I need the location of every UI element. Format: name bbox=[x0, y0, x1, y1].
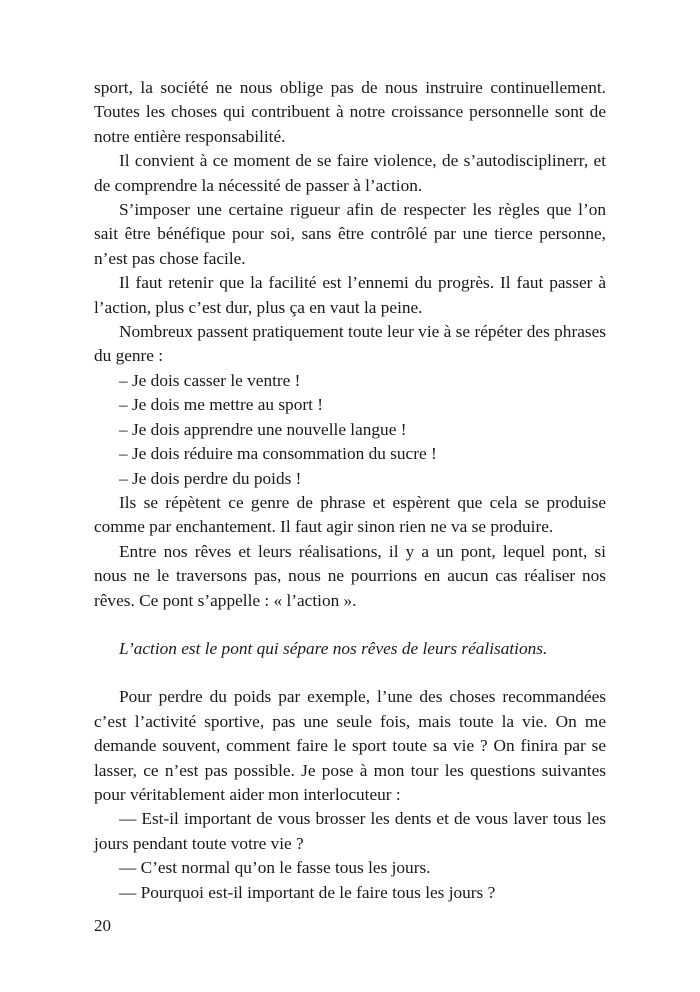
page-text-block bbox=[94, 76, 606, 905]
paragraph-pont: Entre nos rêves et leurs réalisations, il y a un pont, lequel pont, si nous ne le traversons pas, nous ne pourrions en aucun cas réaliser nos rêves. Ce pont s’appelle : « l’action ». bbox=[94, 541, 606, 610]
paragraph-enchantement: Ils se répètent ce genre de phrase et espèrent que cela se produise comme par enchantement. Il faut agir sinon rien ne va se produire. bbox=[94, 492, 606, 537]
dialogue-line-dents: — Est-il important de vous brosser les dents et de vous laver tous les jours pendant toute votre vie ? bbox=[94, 809, 606, 853]
list-item-sucre: – Je dois réduire ma consommation du sucre ! bbox=[119, 444, 437, 464]
paragraph-autodiscipline: Il convient à ce moment de se faire violence, de s’autodisciplinerr, et de comprendre la nécessité de passer à l’action. bbox=[94, 151, 606, 195]
list-item-poids: – Je dois perdre du poids ! bbox=[119, 468, 302, 488]
paragraph-rigueur: S’imposer une certaine rigueur afin de respecter les règles que l’on sait être bénéfique pour soi, sans être contrôlé par une tierce personne, n’est pas chose facile. bbox=[94, 200, 606, 268]
list-item-ventre: – Je dois casser le ventre ! bbox=[119, 370, 301, 390]
paragraph-continuation: sport, la société ne nous oblige pas de nous instruire continuellement. Toutes les choses qui contribuent à notre croissance personnelle sont de notre entière responsabilité. bbox=[94, 78, 606, 146]
pull-quote: L’action est le pont qui sépare nos rêves de leurs réalisations. bbox=[119, 638, 548, 658]
list-item-sport: – Je dois me mettre au sport ! bbox=[119, 395, 323, 415]
list-item-langue: – Je dois apprendre une nouvelle langue ! bbox=[119, 419, 407, 439]
paragraph-nombreux: Nombreux passent pratiquement toute leur vie à se répéter des phrases du genre : bbox=[94, 322, 606, 366]
paragraph-facilite: Il faut retenir que la facilité est l’ennemi du progrès. Il faut passer à l’action, plus c’est dur, plus ça en vaut la peine. bbox=[94, 273, 606, 317]
page-number: 20 bbox=[94, 916, 111, 935]
dialogue-line-normal: — C’est normal qu’on le fasse tous les jours. bbox=[119, 858, 431, 878]
dialogue-line-pourquoi: — Pourquoi est-il important de le faire tous les jours ? bbox=[119, 882, 496, 902]
paragraph-perdre-poids: Pour perdre du poids par exemple, l’une des choses recommandées c’est l’activité sportive, pas une seule fois, mais toute la vie. On me demande souvent, comment faire le sport toute sa vie ? On finira par se lasser, ce n’est pas possible. Je pose à mon tour les questions suivantes pour véritablement aider mon interlocuteur : bbox=[94, 687, 606, 804]
